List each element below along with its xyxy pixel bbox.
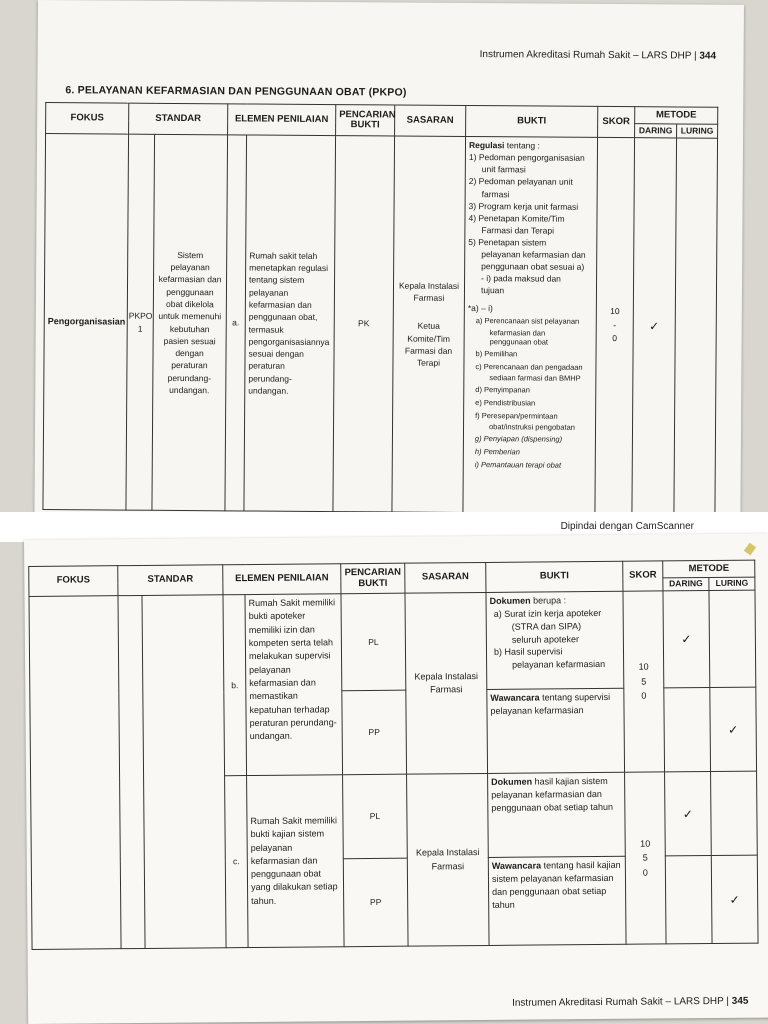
bukti-sub-title: *a) – i) <box>467 303 493 314</box>
pencarian-b-pl: PL <box>341 593 406 691</box>
luring-check-b: ✓ <box>710 687 757 771</box>
bukti-b-title: Dokumen <box>489 595 531 606</box>
bukti-b-wawancara <box>487 688 625 773</box>
pkpo-table-page1 <box>42 102 718 515</box>
col-skor: SKOR <box>598 106 635 137</box>
header-text: Instrumen Akreditasi Rumah Sakit – LARS DHP | <box>479 49 700 62</box>
col-sasaran: SASARAN <box>405 562 486 593</box>
col-elemen: ELEMEN PENILAIAN <box>228 104 336 136</box>
col-bukti: BUKTI <box>486 561 623 592</box>
bukti-item: - i) pada maksud dan <box>481 273 561 284</box>
bukti-sub-item: kefarmasian dan <box>489 327 546 338</box>
col-metode: METODE <box>663 560 755 578</box>
bukti-c-dokumen <box>488 772 626 857</box>
elemen-text-b: Rumah Sakit memiliki bukti apoteker memiliki izin dan kompeten serta telah melakukan supervisi pelayanan kefarmasian dan memastikan kepatuhan terhadap peraturan perundang-undangan. <box>245 594 343 776</box>
bukti-sub-item: obat/instruksi pengobatan <box>488 422 575 433</box>
section-title: 6. PELAYANAN KEFARMASIAN DAN PENGGUNAAN OBAT (PKPO) <box>65 84 407 99</box>
bukti-title-rest: tentang : <box>504 140 540 151</box>
bukti-b-title-rest: berupa : <box>530 595 567 606</box>
daring-check: ✓ <box>632 138 677 514</box>
bukti-b2-rest: tentang supervisi pelayanan kefarmasian <box>490 691 611 716</box>
bukti-b2-title: Wawancara <box>490 692 540 703</box>
scanned-page-344 <box>34 0 744 520</box>
bukti-sub-list <box>467 314 594 472</box>
col-elemen: ELEMEN PENILAIAN <box>223 564 341 595</box>
bukti-item: tujuan <box>480 285 505 296</box>
sasaran-1: Kepala Instalasi Farmasi <box>398 280 460 303</box>
col-luring: LURING <box>709 577 755 590</box>
bukti-b-list <box>490 607 621 672</box>
col-luring: LURING <box>677 124 718 138</box>
sasaran-b: Kepala Instalasi Farmasi <box>405 592 488 774</box>
bukti-list <box>468 151 595 297</box>
bukti-sub-item: h) Pemberian <box>474 447 520 457</box>
bukti-sub-item: penggunaan obat <box>489 337 549 347</box>
skor-value: 5 <box>641 676 647 687</box>
luring-empty-b <box>709 590 756 687</box>
luring-check-c: ✓ <box>711 855 758 943</box>
luring-empty-c <box>711 771 758 855</box>
skor-value: - <box>613 319 617 330</box>
bukti-sub-item: i) Pemantauan terapi obat <box>474 460 562 471</box>
standar-code: PKPO 1 <box>126 134 155 510</box>
bukti-b-item: a) Surat izin kerja apoteker <box>493 608 602 619</box>
skor-value: 5 <box>642 852 648 863</box>
elemen-text: Rumah sakit telah menetapkan regulasi tentang sistem pelayanan kefarmasian dan penggunaan obat, termasuk pengorganisasiannya sesuai dengan peraturan perundang-undangan. <box>244 135 336 512</box>
col-daring: DARING <box>663 578 709 591</box>
bukti-sub-item: g) Penyiapan (dispensing) <box>474 434 563 444</box>
header-page-number: 345 <box>731 995 749 1007</box>
bukti-sub-item: e) Pendistribusian <box>475 398 536 408</box>
bukti-item: 5) Penetapan sistem <box>468 236 547 248</box>
bukti-c-wawancara <box>488 856 626 945</box>
bukti-b-item: b) Hasil supervisi <box>493 646 563 658</box>
sasaran-c: Kepala Instalasi Farmasi <box>407 773 489 946</box>
bukti-item: penggunaan obat sesuai a) <box>481 260 585 272</box>
bukti-item: pelayanan kefarmasian dan <box>481 248 586 260</box>
col-standar: STANDAR <box>129 103 228 135</box>
page-header <box>480 49 716 62</box>
bukti-c2-rest: tentang hasil kajian sistem pelayanan kefarmasian dan penggunaan obat setiap tahun <box>491 859 621 911</box>
col-pencarian: PENCARIAN BUKTI <box>336 105 395 136</box>
bukti-item: 3) Program kerja unit farmasi <box>468 200 579 212</box>
pencarian-c-pp: PP <box>343 858 408 947</box>
bukti-sub-item: f) Peresepan/permintaan <box>475 411 558 421</box>
skor-value: 10 <box>640 838 651 849</box>
daring-empty-c <box>665 856 712 944</box>
col-bukti: BUKTI <box>466 105 598 137</box>
daring-check-b: ✓ <box>663 591 710 688</box>
bukti-sub-item: a) Perencanaan sist pelayanan <box>475 316 580 327</box>
bukti-c1-title: Dokumen <box>491 776 533 787</box>
skor-value: 0 <box>641 690 647 701</box>
bukti-title: Regulasi <box>468 140 505 151</box>
col-metode: METODE <box>635 107 718 125</box>
skor-value: 10 <box>610 306 620 317</box>
bukti-item: farmasi <box>481 188 510 199</box>
skor-value: 0 <box>612 333 618 344</box>
bukti-item: 4) Penetapan Komite/Tim <box>468 212 565 224</box>
bukti-c1-rest: hasil kajian sistem pelayanan kefarmasian dan penggunaan obat setiap tahun <box>491 775 614 814</box>
bukti-b-dokumen <box>486 591 624 689</box>
fokus-cell: Pengorganisasian <box>43 134 129 511</box>
bukti-item: Farmasi dan Terapi <box>481 224 555 236</box>
bukti-item: unit farmasi <box>481 164 526 175</box>
col-fokus: FOKUS <box>46 103 129 135</box>
bukti-b-item: pelayanan kefarmasian <box>512 659 606 670</box>
pencarian-b-pp: PP <box>342 690 407 775</box>
scanned-page-345 <box>24 534 768 1024</box>
standar-text: Sistem pelayanan kefarmasian dan penggunaan obat dikelola untuk memenuhi kebutuhan pasien sesuai dengan peraturan perundang-undangan. <box>152 134 228 511</box>
bukti-c2-title: Wawancara <box>491 860 542 871</box>
header-page-number: 344 <box>699 50 717 62</box>
standar-text-empty <box>142 595 226 949</box>
col-standar: STANDAR <box>118 565 223 596</box>
daring-empty-b <box>664 688 711 772</box>
pencarian-c-pl: PL <box>343 774 408 859</box>
bukti-b-item: (STRA dan SIPA) <box>511 620 582 632</box>
pencarian-bukti: PK <box>333 136 395 512</box>
luring-check <box>674 138 718 514</box>
page-footer-header <box>512 996 749 1009</box>
elemen-letter-b: b. <box>223 595 247 776</box>
header-text: Instrumen Akreditasi Rumah Sakit – LARS DHP | <box>512 995 732 1009</box>
daring-check-c: ✓ <box>665 772 712 856</box>
bukti-item: 2) Pedoman pelayanan unit <box>468 176 573 188</box>
bukti-sub-item: c) Perencanaan dan pengadaan <box>475 362 583 372</box>
skor-cell <box>595 137 635 513</box>
standar-code-empty <box>118 595 145 948</box>
bukti-sub-item: d) Penyimpanan <box>475 385 530 395</box>
pkpo-table-page2 <box>28 560 758 950</box>
sasaran-cell <box>392 136 466 512</box>
elemen-text-c: Rumah Sakit memiliki bukti kajian sistem pelayanan kefarmasian dan penggunaan obat yang dilakukan setiap tahun. <box>247 775 344 948</box>
bukti-cell <box>463 136 598 513</box>
col-skor: SKOR <box>623 561 663 591</box>
skor-value: 0 <box>642 867 648 878</box>
elemen-letter: a. <box>225 135 247 511</box>
elemen-letter-c: c. <box>225 776 249 948</box>
bukti-item: 1) Pedoman pengorganisasian <box>468 152 585 164</box>
skor-value: 10 <box>638 661 649 673</box>
bukti-sub-item: b) Pemilihan <box>475 349 518 359</box>
col-pencarian: PENCARIAN BUKTI <box>341 563 405 594</box>
bukti-b-item: seluruh apoteker <box>511 633 579 645</box>
bukti-sub-item: sediaan farmasi dan BMHP <box>489 373 581 384</box>
fokus-empty <box>29 596 121 950</box>
col-fokus: FOKUS <box>29 566 118 597</box>
col-sasaran: SASARAN <box>395 105 466 136</box>
sasaran-2: Ketua Komite/Tim Farmasi dan Terapi <box>404 320 453 368</box>
col-daring: DARING <box>635 124 677 138</box>
skor-c <box>625 772 666 944</box>
skor-b <box>623 591 665 772</box>
scanner-note: Dipindai dengan CamScanner <box>560 521 694 532</box>
